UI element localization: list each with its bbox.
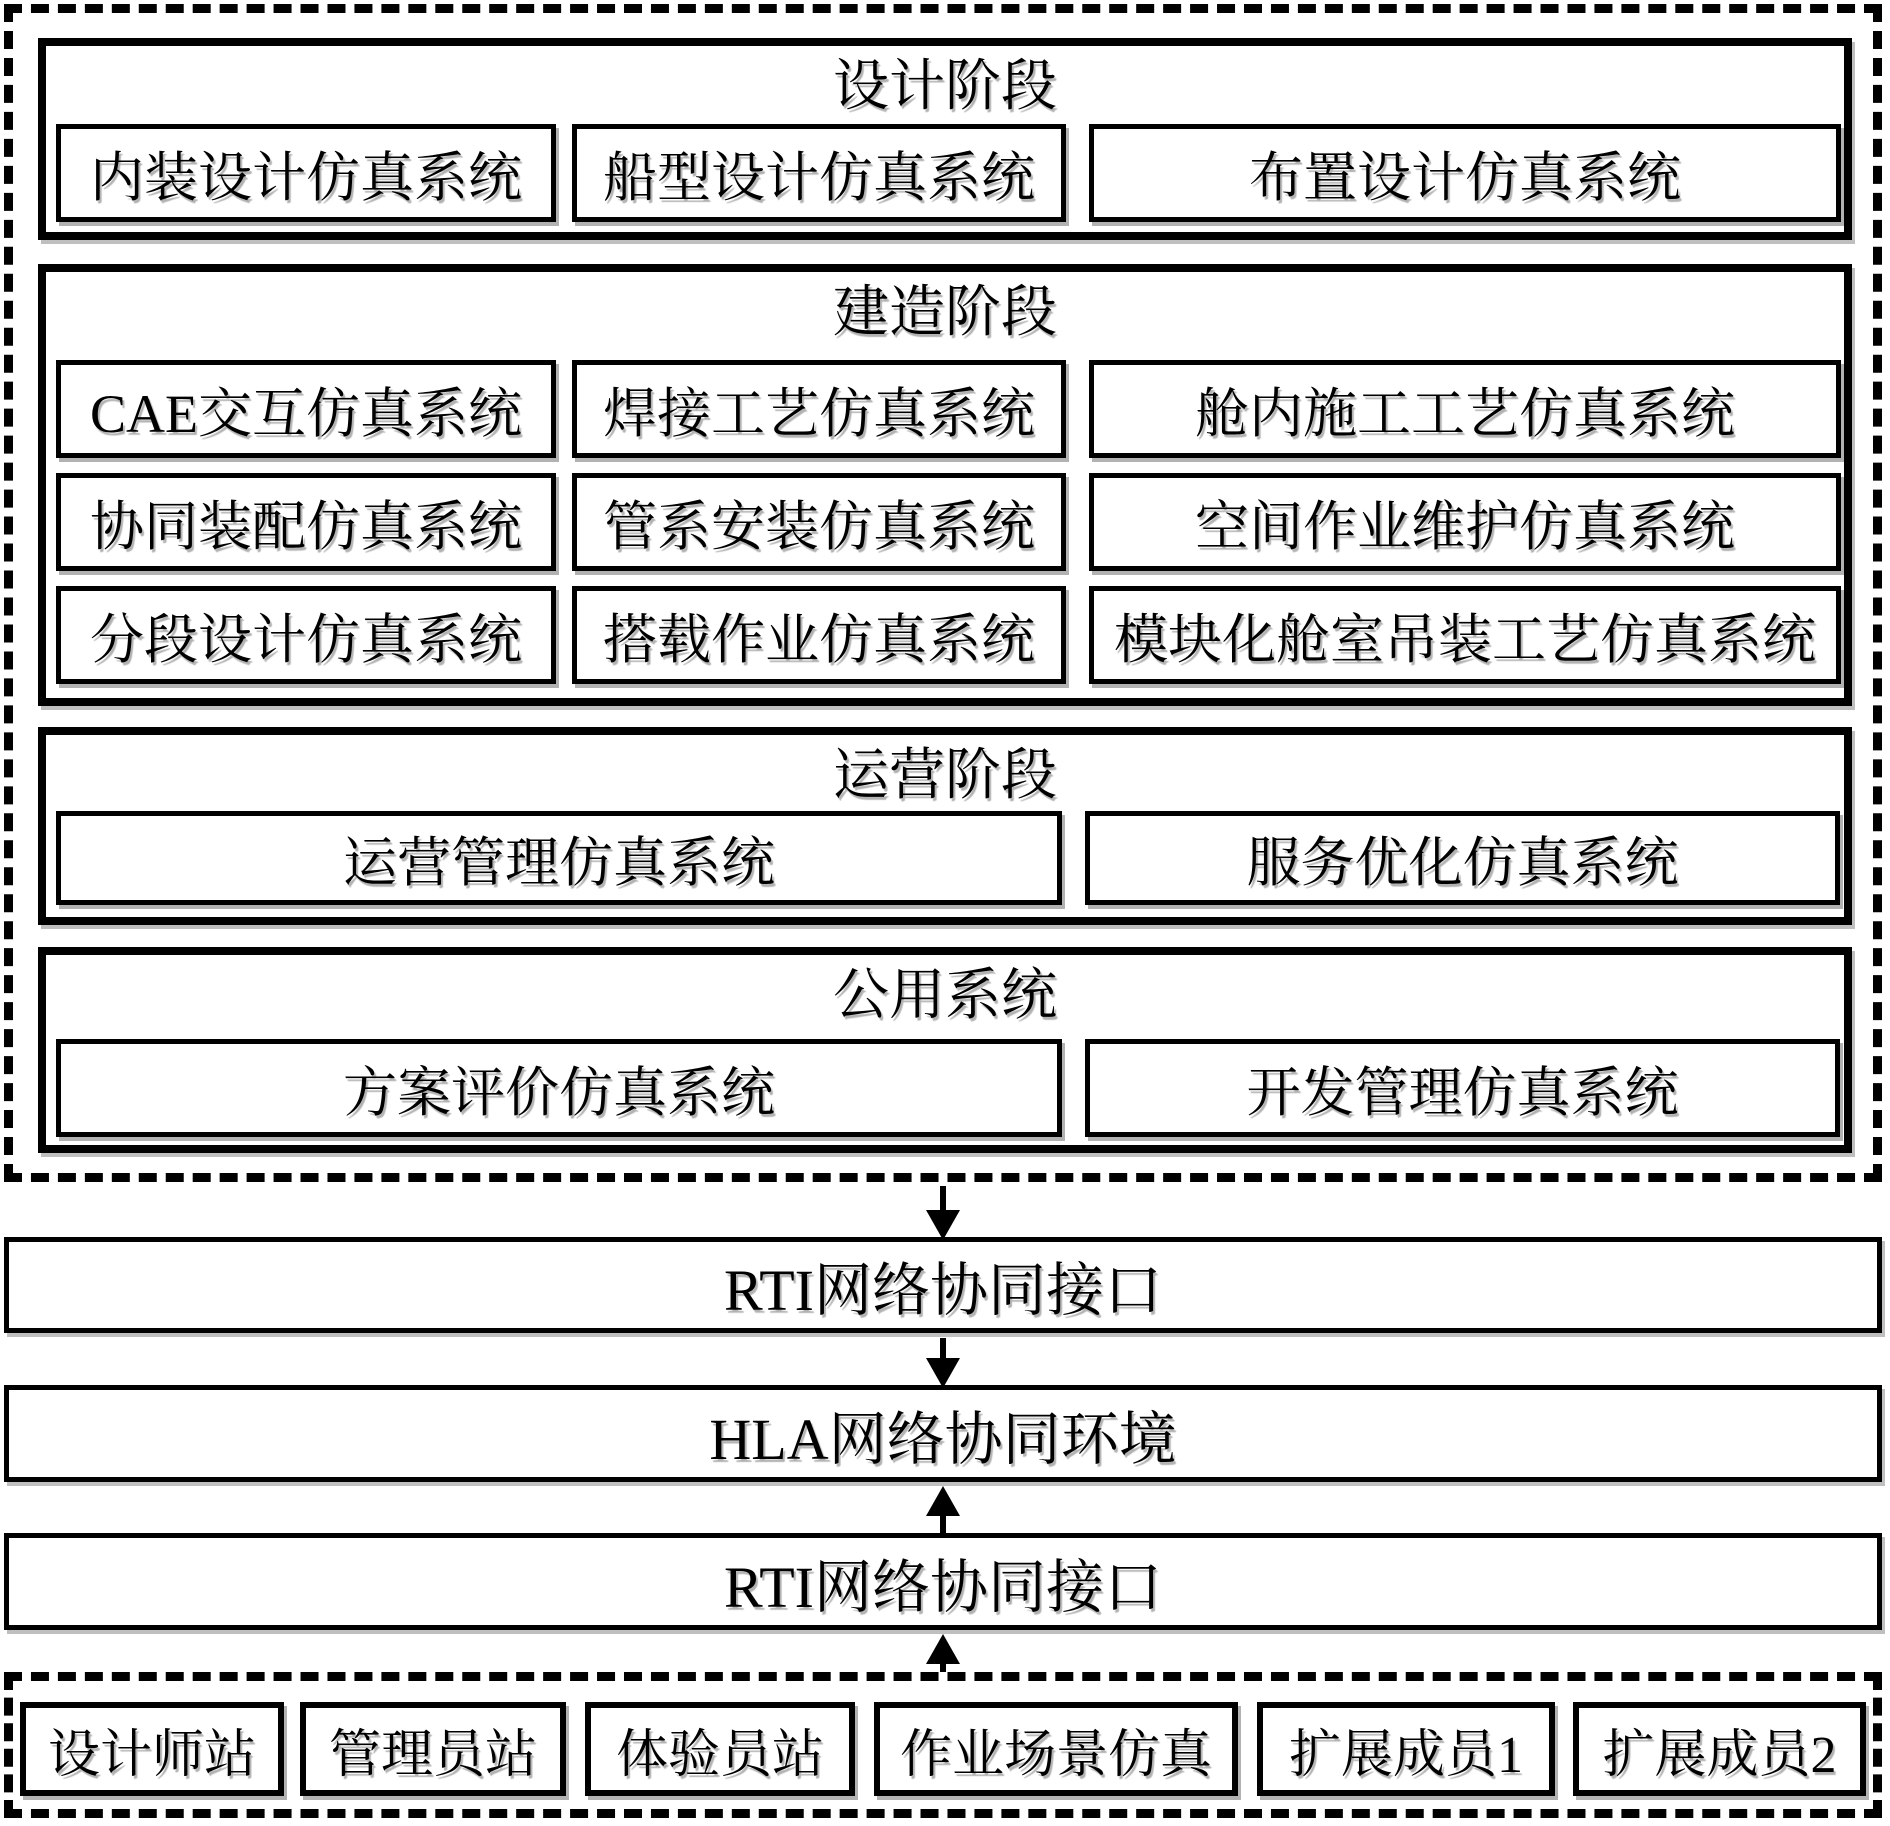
hla-environment-bar bbox=[4, 1385, 1882, 1482]
development-management-sim-box: 开发管理仿真系统 bbox=[1085, 1039, 1840, 1137]
administrator-station-box: 管理员站 bbox=[300, 1702, 566, 1796]
cabin-construction-process-sim-box: 舱内施工工艺仿真系统 bbox=[1089, 360, 1841, 458]
rti-interface-lower-label: RTI网络协同接口 bbox=[724, 1554, 1162, 1620]
modular-cabin-lifting-process-sim-box: 模块化舱室吊装工艺仿真系统 bbox=[1089, 586, 1841, 684]
arrow-down-rti-to-hla-line bbox=[940, 1338, 946, 1360]
arrow-down-apps-to-rti-icon bbox=[926, 1210, 960, 1240]
construction-phase-title: 建造阶段 bbox=[833, 282, 1057, 344]
design-phase-section bbox=[38, 38, 1852, 240]
designer-station-box: 设计师站 bbox=[20, 1702, 284, 1796]
piping-installation-sim-box: 管系安装仿真系统 bbox=[572, 473, 1066, 571]
block-design-sim-box: 分段设计仿真系统 bbox=[56, 586, 556, 684]
common-systems-title: 公用系统 bbox=[833, 965, 1057, 1027]
space-operation-maintenance-sim-box: 空间作业维护仿真系统 bbox=[1089, 473, 1841, 571]
design-phase-title: 设计阶段 bbox=[833, 56, 1057, 118]
extension-member-1-box: 扩展成员1 bbox=[1257, 1702, 1555, 1796]
collaborative-assembly-sim-box: 协同装配仿真系统 bbox=[56, 473, 556, 571]
arrow-up-rti-to-hla-icon bbox=[926, 1486, 960, 1516]
hull-form-design-sim-box: 船型设计仿真系统 bbox=[572, 124, 1066, 222]
scheme-evaluation-sim-box: 方案评价仿真系统 bbox=[56, 1039, 1062, 1137]
layout-design-sim-box: 布置设计仿真系统 bbox=[1089, 124, 1841, 222]
extension-member-2-box: 扩展成员2 bbox=[1573, 1702, 1866, 1796]
rti-interface-bar-upper bbox=[4, 1237, 1882, 1333]
arrow-down-apps-to-rti-line bbox=[940, 1186, 946, 1212]
rti-interface-bar-lower bbox=[4, 1533, 1882, 1630]
work-scene-simulation-box: 作业场景仿真 bbox=[874, 1702, 1238, 1796]
rti-interface-upper-label: RTI网络协同接口 bbox=[724, 1258, 1162, 1323]
operation-management-sim-box: 运营管理仿真系统 bbox=[56, 811, 1062, 905]
erection-operation-sim-box: 搭载作业仿真系统 bbox=[572, 586, 1066, 684]
interior-design-sim-box: 内装设计仿真系统 bbox=[56, 124, 556, 222]
hla-environment-label: HLA网络协同环境 bbox=[709, 1406, 1177, 1472]
construction-phase-section bbox=[38, 264, 1852, 706]
common-systems-section bbox=[38, 947, 1852, 1153]
operation-phase-title: 运营阶段 bbox=[833, 745, 1057, 807]
experiencer-station-box: 体验员站 bbox=[585, 1702, 855, 1796]
service-optimization-sim-box: 服务优化仿真系统 bbox=[1085, 811, 1840, 905]
arrow-up-stations-to-rti-icon bbox=[926, 1634, 960, 1664]
federate-stations-dashed-container bbox=[4, 1672, 1882, 1818]
cae-interactive-sim-box: CAE交互仿真系统 bbox=[56, 360, 556, 458]
arrow-down-rti-to-hla-icon bbox=[926, 1358, 960, 1388]
operation-phase-section bbox=[38, 727, 1852, 925]
welding-process-sim-box: 焊接工艺仿真系统 bbox=[572, 360, 1066, 458]
